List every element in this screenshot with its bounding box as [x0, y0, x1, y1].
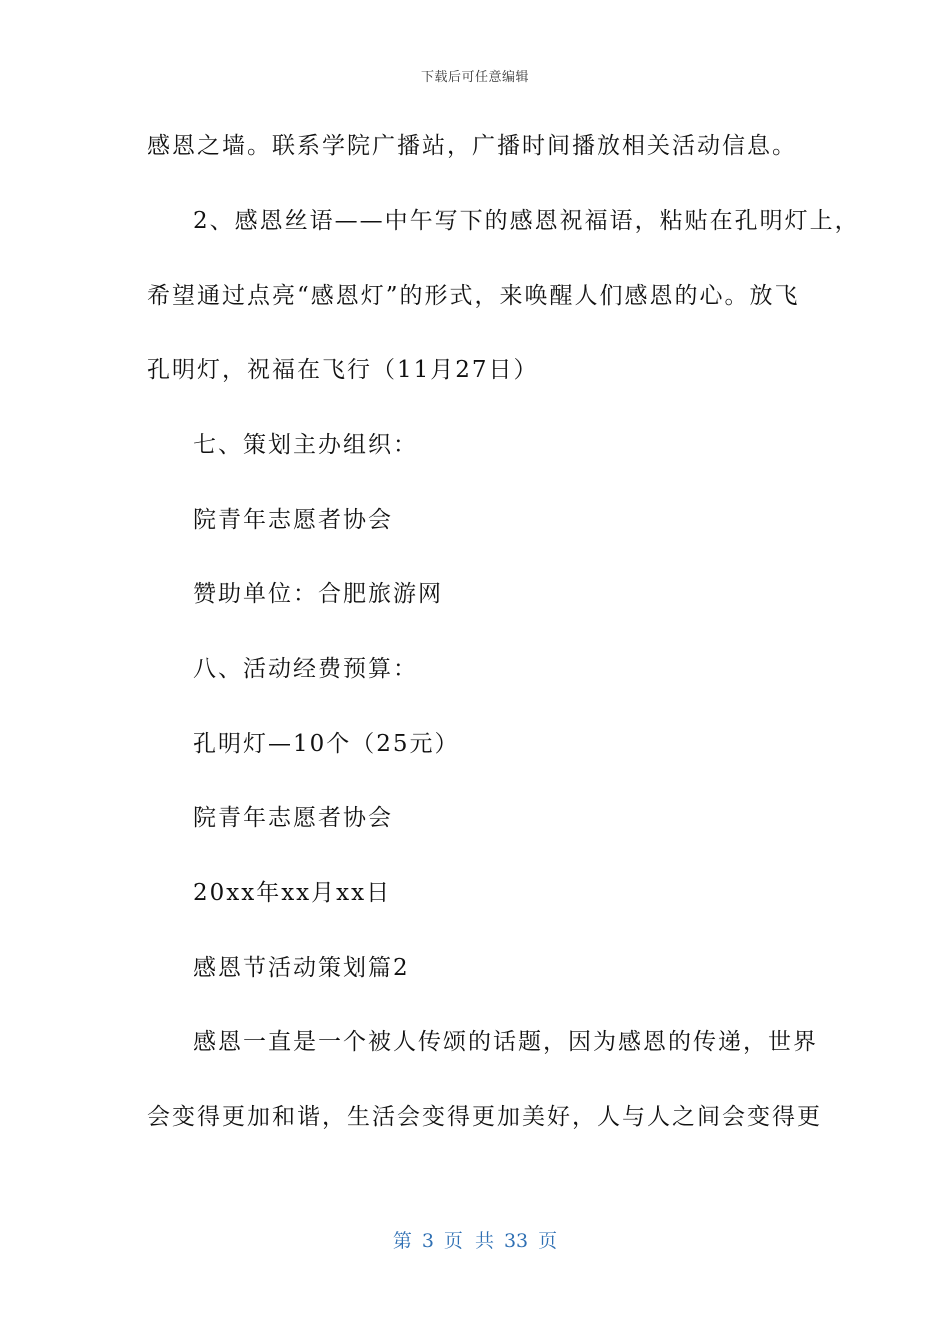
text-line: 会变得更加和谐，生活会变得更加美好，人与人之间会变得更	[147, 1104, 822, 1130]
text-line: 院青年志愿者协会	[193, 507, 393, 533]
page-header: 下载后可任意编辑	[420, 70, 529, 85]
date-line: 20xx年xx月xx日	[193, 880, 392, 906]
section-heading: 七、策划主办组织：	[193, 432, 418, 458]
text-line: 2、感恩丝语——中午写下的感恩祝福语，粘贴在孔明灯上，	[193, 208, 860, 234]
footer-prefix: 第	[392, 1230, 412, 1252]
current-page-number: 3	[421, 1230, 434, 1252]
section-heading: 八、活动经费预算：	[193, 656, 418, 682]
text-line: 赞助单位：合肥旅游网	[193, 581, 443, 607]
text-line: 孔明灯，祝福在飞行（11月27日）	[147, 357, 539, 383]
page-footer	[0, 1226, 950, 1253]
footer-suffix: 页	[538, 1230, 558, 1252]
text-line: 希望通过点亮“感恩灯”的形式，来唤醒人们感恩的心。放飞	[147, 283, 800, 309]
text-line: 孔明灯—10个（25元）	[193, 731, 460, 757]
total-pages-number: 33	[503, 1230, 529, 1252]
footer-middle: 页 共	[443, 1230, 494, 1252]
text-line: 院青年志愿者协会	[193, 805, 393, 831]
text-line: 感恩一直是一个被人传颂的话题，因为感恩的传递，世界	[193, 1029, 818, 1055]
text-line: 感恩之墙。联系学院广播站，广播时间播放相关活动信息。	[147, 133, 797, 159]
article-title: 感恩节活动策划篇2	[193, 955, 410, 981]
